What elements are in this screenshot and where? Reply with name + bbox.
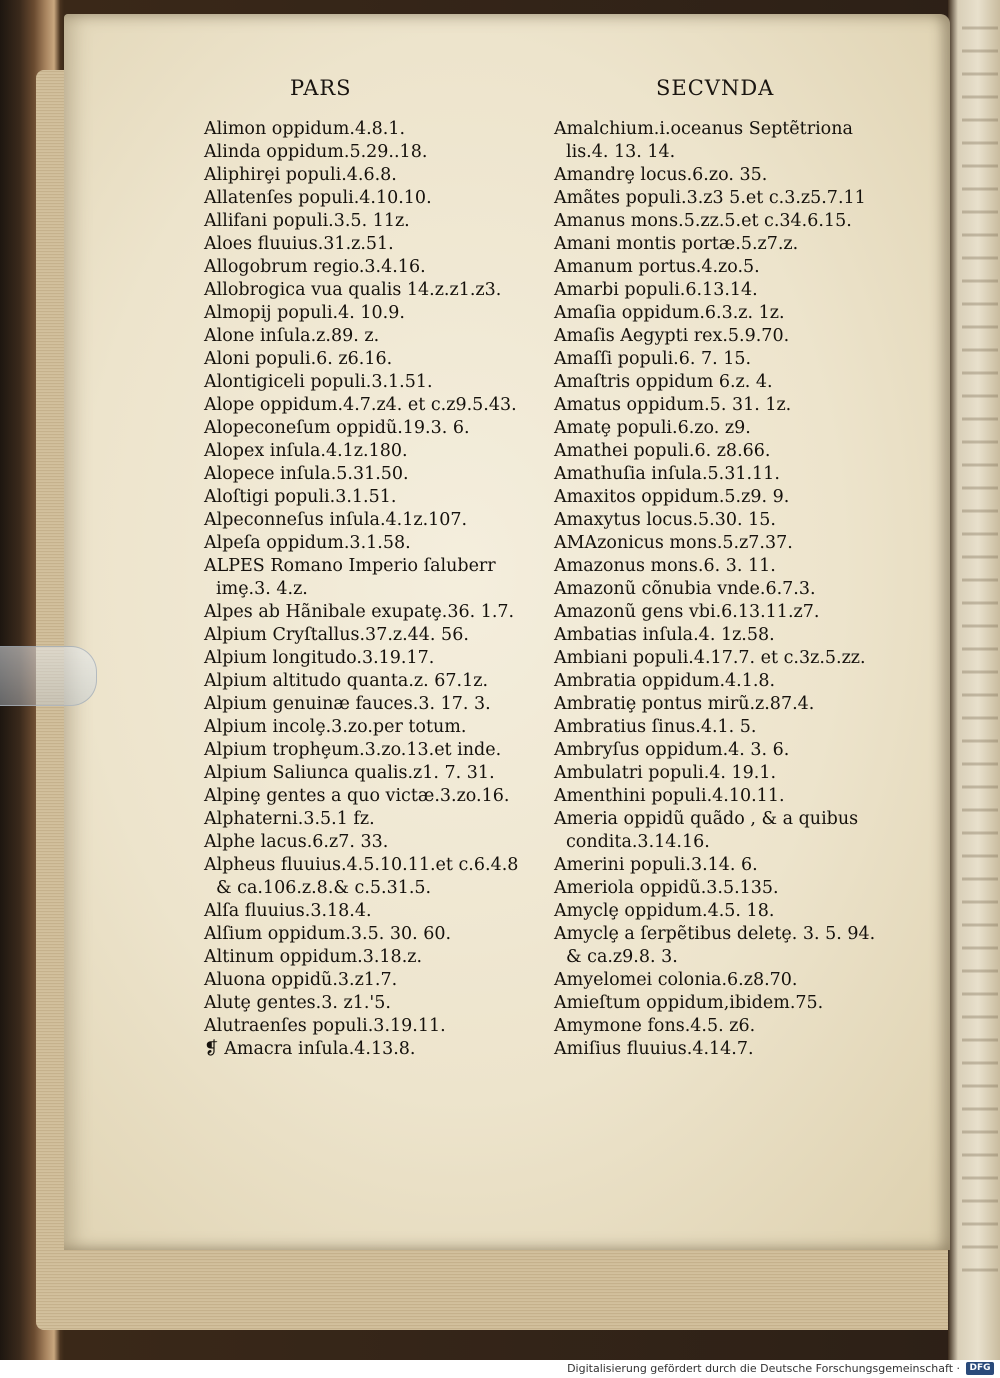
book-page — [64, 14, 950, 1250]
index-entry: Amiſius fluuius.4.14.7. — [554, 1039, 754, 1059]
funding-credit: Digitalisierung gefördert durch die Deutsche Forschungsgemeinschaft · — [567, 1362, 960, 1375]
adjacent-page-edge — [948, 0, 1000, 1360]
index-entry: Alpinȩ gentes a quo victæ.3.zo.16. — [204, 786, 510, 806]
dfg-logo: DFG — [966, 1362, 994, 1375]
index-entry: Ambratius ſinus.4.1. 5. — [554, 717, 757, 737]
index-entry: Amarbi populi.6.13.14. — [554, 280, 758, 300]
index-entry: Alontigiceli populi.3.1.51. — [204, 372, 433, 392]
index-entry: Amaxitos oppidum.5.z9. 9. — [554, 487, 790, 507]
index-entry: Alone inſula.z.89. z. — [204, 326, 380, 346]
index-entry: Amatȩ populi.6.zo. z9. — [554, 418, 751, 438]
index-entry: Almopij populi.4. 10.9. — [204, 303, 405, 323]
index-entry: Alpium Saliunca qualis.z1. 7. 31. — [204, 763, 495, 783]
show-through-lines — [962, 10, 998, 1290]
index-entry: Alpium altitudo quanta.z. 67.1z. — [204, 671, 489, 691]
index-entry: Alinda oppidum.5.29..18. — [204, 142, 428, 162]
index-entry: Amazonũ cõnubia vnde.6.7.3. — [554, 579, 816, 599]
index-entry: Amaſſi populi.6. 7. 15. — [554, 349, 752, 369]
index-entry: Amyclȩ a ſerpẽtibus deletȩ. 3. 5. 94. — [554, 924, 876, 944]
index-entry: Amanum portus.4.zo.5. — [554, 257, 760, 277]
index-entry: ❡ Amacra inſula.4.13.8. — [204, 1039, 416, 1059]
index-entry: & ca.z9.8. 3. — [566, 947, 678, 967]
index-entry: condita.3.14.16. — [566, 832, 710, 852]
index-entry: Amathei populi.6. z8.66. — [554, 441, 771, 461]
index-entry: Amani montis portæ.5.z7.z. — [554, 234, 799, 254]
index-entry: Amenthini populi.4.10.11. — [554, 786, 785, 806]
index-entry: Alpeſa oppidum.3.1.58. — [204, 533, 411, 553]
index-entry: & ca.106.z.8.& c.5.31.5. — [216, 878, 432, 898]
index-entry: Amieſtum oppidum,ibidem.75. — [554, 993, 824, 1013]
index-entry: Ambratiȩ pontus mirũ.z.87.4. — [554, 694, 815, 714]
index-entry: Alpium genuinæ fauces.3. 17. 3. — [204, 694, 491, 714]
index-entry: Amathuſia inſula.5.31.11. — [554, 464, 780, 484]
footer-bar — [0, 1360, 1000, 1378]
index-entry: Alpium longitudo.3.19.17. — [204, 648, 435, 668]
index-entry: Amaſtris oppidum 6.z. 4. — [554, 372, 773, 392]
running-head-left: PARS — [290, 76, 352, 100]
index-entry: Aliphirȩi populi.4.6.8. — [204, 165, 397, 185]
index-entry: Alutraenſes populi.3.19.11. — [204, 1016, 446, 1036]
index-entry: lis.4. 13. 14. — [566, 142, 676, 162]
index-entry: Amatus oppidum.5. 31. 1z. — [554, 395, 792, 415]
index-entry: Amerini populi.3.14. 6. — [554, 855, 758, 875]
index-entry: Aloni populi.6. z6.16. — [204, 349, 393, 369]
index-entry: Amandrȩ locus.6.zo. 35. — [554, 165, 768, 185]
index-entry: Aluona oppidũ.3.z1.7. — [204, 970, 398, 990]
page-clip — [0, 646, 97, 706]
index-entry: Alpheus fluuius.4.5.10.11.et c.6.4.8 — [204, 855, 519, 875]
index-entry: Alſa fluuius.3.18.4. — [204, 901, 372, 921]
index-entry: Alpium incolȩ.3.zo.per totum. — [204, 717, 467, 737]
index-entry: Ambryſus oppidum.4. 3. 6. — [554, 740, 790, 760]
index-entry: ALPES Romano Imperio ſaluberr — [204, 556, 496, 576]
index-entry: Amazonus mons.6. 3. 11. — [554, 556, 776, 576]
index-entry: AMAzonicus mons.5.z7.37. — [554, 533, 793, 553]
index-entry: Amaxytus locus.5.30. 15. — [554, 510, 776, 530]
index-entry: Ambiani populi.4.17.7. et c.3z.5.zz. — [554, 648, 866, 668]
index-entry: Ambulatri populi.4. 19.1. — [554, 763, 777, 783]
index-entry: Alopeconeſum oppidũ.19.3. 6. — [204, 418, 470, 438]
index-entry: Allatenſes populi.4.10.10. — [204, 188, 432, 208]
index-entry: Allifani populi.3.5. 11z. — [204, 211, 410, 231]
index-entry: Amalchium.i.oceanus Septẽtriona — [554, 119, 853, 139]
index-entry: Amyclȩ oppidum.4.5. 18. — [554, 901, 775, 921]
index-entry: Alſium oppidum.3.5. 30. 60. — [204, 924, 452, 944]
index-entry: Alopex inſula.4.1z.180. — [204, 441, 408, 461]
index-entry: Amazonũ gens vbi.6.13.11.z7. — [554, 602, 820, 622]
index-entry: imȩ.3. 4.z. — [216, 579, 308, 599]
index-entry: Alimon oppidum.4.8.1. — [204, 119, 406, 139]
index-entry: Amaſia oppidum.6.3.z. 1z. — [554, 303, 785, 323]
index-entry: Ameriola oppidũ.3.5.135. — [554, 878, 779, 898]
index-entry: Alpium Cryſtallus.37.z.44. 56. — [204, 625, 469, 645]
index-entry: Aloes fluuius.31.z.51. — [204, 234, 394, 254]
index-entry: Altinum oppidum.3.18.z. — [204, 947, 423, 967]
index-entry: Amãtes populi.3.z3 5.et c.3.z5.7.11 — [554, 188, 866, 208]
index-entry: Alphaterni.3.5.1 fz. — [204, 809, 375, 829]
index-entry: Alpium trophȩum.3.zo.13.et inde. — [204, 740, 502, 760]
index-entry: Allogobrum regio.3.4.16. — [204, 257, 426, 277]
index-entry: Allobrogica vua qualis 14.z.z1.z3. — [204, 280, 502, 300]
index-entry: Alutȩ gentes.3. z1.'5. — [204, 993, 391, 1013]
index-entry: Ameria oppidũ quãdo , & a quibus — [554, 809, 859, 829]
index-column-right — [554, 118, 875, 1061]
index-entry: Amaſis Aegypti rex.5.9.70. — [554, 326, 790, 346]
index-entry: Alpeconneſus inſula.4.1z.107. — [204, 510, 468, 530]
index-entry: Amanus mons.5.zz.5.et c.34.6.15. — [554, 211, 852, 231]
index-entry: Alopece inſula.5.31.50. — [204, 464, 409, 484]
index-entry: Alpes ab Hãnibale exupatȩ.36. 1.7. — [204, 602, 515, 622]
index-entry: Amymone fons.4.5. z6. — [554, 1016, 756, 1036]
index-entry: Amyelomei colonia.6.z8.70. — [554, 970, 798, 990]
index-entry: Alope oppidum.4.7.z4. et c.z9.5.43. — [204, 395, 517, 415]
running-head-right: SECVNDA — [656, 76, 775, 100]
index-entry: Aloſtigi populi.3.1.51. — [204, 487, 397, 507]
index-entry: Ambratia oppidum.4.1.8. — [554, 671, 776, 691]
index-entry: Ambatias inſula.4. 1z.58. — [554, 625, 775, 645]
index-column-left — [204, 118, 518, 1061]
index-entry: Alphe lacus.6.z7. 33. — [204, 832, 389, 852]
